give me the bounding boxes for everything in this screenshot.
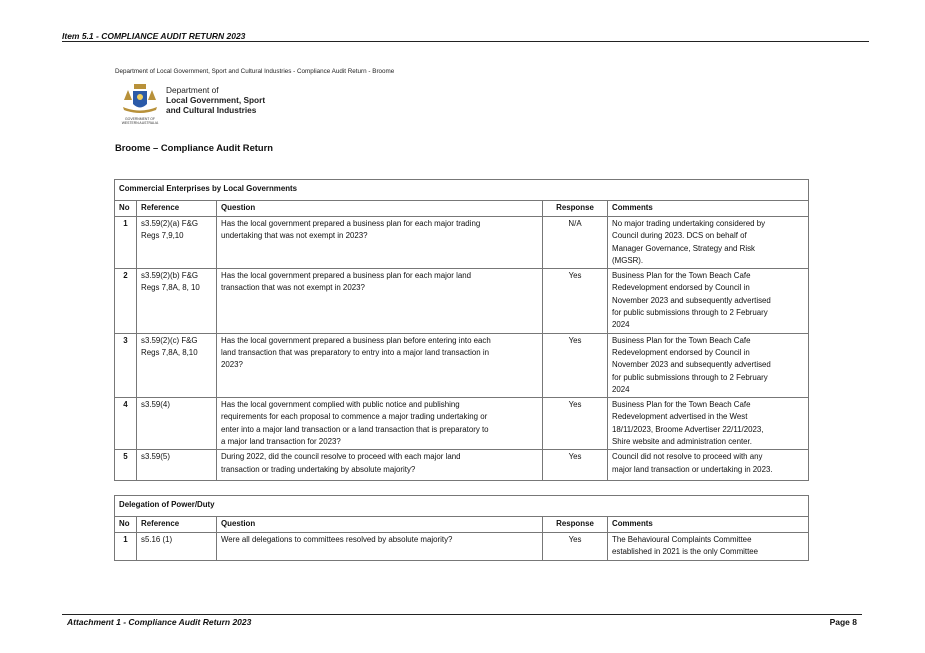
table-row xyxy=(115,217,809,269)
row-number: 2 xyxy=(115,269,137,333)
reference-line: s3.59(2)(b) F&G xyxy=(141,271,199,281)
table-row xyxy=(115,333,809,397)
section-title-row xyxy=(115,496,809,517)
reference-line: s3.59(5) xyxy=(141,452,170,462)
column-header-response: Response xyxy=(543,517,608,533)
question-line: Has the local government prepared a business plan for each major trading xyxy=(221,219,481,228)
row-question xyxy=(217,450,543,481)
section-title-row xyxy=(115,180,809,201)
row-reference xyxy=(137,398,217,450)
comment-line: November 2023 and subsequently advertised xyxy=(612,295,771,305)
row-reference xyxy=(137,217,217,269)
comment-line: 2024 xyxy=(612,320,630,330)
page-header-title: Item 5.1 - COMPLIANCE AUDIT RETURN 2023 xyxy=(62,31,246,41)
table-row xyxy=(115,533,809,561)
row-response: Yes xyxy=(543,333,608,397)
commercial-enterprises-table xyxy=(114,179,809,481)
question-line: During 2022, did the council resolve to proceed with each major land xyxy=(221,452,461,462)
row-question xyxy=(217,269,543,333)
row-reference xyxy=(137,269,217,333)
row-comments xyxy=(608,217,809,269)
comment-line: November 2023 and subsequently advertised xyxy=(612,360,771,370)
comment-line: Business Plan for the Town Beach Cafe xyxy=(612,271,751,281)
row-reference xyxy=(137,450,217,481)
column-header-comments: Comments xyxy=(608,517,809,533)
column-header-no: No xyxy=(115,201,137,217)
question-line: Has the local government complied with public notice and publishing xyxy=(221,400,460,410)
comment-line: Council during 2023. DCS on behalf of xyxy=(612,231,747,241)
question-line: a major land transaction for 2023? xyxy=(221,437,341,447)
section-title: Delegation of Power/Duty xyxy=(115,496,809,517)
header-rule xyxy=(62,41,869,42)
comment-line: Redevelopment endorsed by Council in xyxy=(612,283,750,293)
section-title: Commercial Enterprises by Local Governments xyxy=(115,180,809,201)
column-header-response: Response xyxy=(543,201,608,217)
column-header-reference: Reference xyxy=(137,201,217,217)
question-line: 2023? xyxy=(221,360,243,370)
row-response: Yes xyxy=(543,269,608,333)
row-response: N/A xyxy=(543,217,608,269)
reference-line: s3.59(4) xyxy=(141,400,170,410)
department-name xyxy=(166,86,265,115)
comment-line: Redevelopment endorsed by Council in xyxy=(612,347,750,357)
comment-line: established in 2021 is the only Committee xyxy=(612,547,759,557)
comment-line: for public submissions through to 2 February xyxy=(612,308,768,318)
reference-line: Regs 7,9,10 xyxy=(141,231,184,241)
question-line: enter into a major land transaction or a land transaction that is preparatory to xyxy=(221,424,489,434)
comment-line: 18/11/2023, Broome Advertiser 22/11/2023, xyxy=(612,424,764,434)
row-comments xyxy=(608,333,809,397)
page-number: Page 8 xyxy=(829,617,857,627)
question-line: land transaction that was preparatory to entry into a major land transaction in xyxy=(221,347,489,357)
table-row xyxy=(115,398,809,450)
row-response: Yes xyxy=(543,533,608,561)
column-header-row xyxy=(115,517,809,533)
row-reference xyxy=(137,533,217,561)
comment-line: major land transaction or undertaking in 2023. xyxy=(612,464,773,474)
row-comments xyxy=(608,398,809,450)
coat-of-arms-logo xyxy=(118,80,162,126)
table-row xyxy=(115,450,809,481)
row-question xyxy=(217,533,543,561)
comment-line: Redevelopment advertised in the West xyxy=(612,412,748,422)
department-name-line-3: and Cultural Industries xyxy=(166,104,257,115)
question-line: Has the local government prepared a business plan for each major land xyxy=(221,271,472,281)
row-reference xyxy=(137,333,217,397)
question-line: requirements for each proposal to commence a major trading undertaking or xyxy=(221,412,488,422)
row-number: 4 xyxy=(115,398,137,450)
comment-line: (MGSR). xyxy=(612,255,644,265)
department-name-line-1: Department of xyxy=(166,85,219,95)
reference-line: s3.59(2)(a) F&G xyxy=(141,219,199,228)
reference-line: Regs 7,8A, 8,10 xyxy=(141,347,198,357)
row-comments xyxy=(608,269,809,333)
column-header-question: Question xyxy=(217,201,543,217)
question-line: undertaking that was not exempt in 2023? xyxy=(221,231,368,241)
row-response: Yes xyxy=(543,450,608,481)
department-name-line-2: Local Government, Sport xyxy=(166,94,266,105)
comment-line: Manager Governance, Strategy and Risk xyxy=(612,243,755,253)
question-line: Has the local government prepared a business plan before entering into each xyxy=(221,335,491,345)
reference-line: Regs 7,8A, 8, 10 xyxy=(141,283,200,293)
department-line: Department of Local Government, Sport and Cultural Industries - Compliance Audit Return - Broome xyxy=(115,68,395,75)
delegation-table xyxy=(114,495,809,561)
comment-line: The Behavioural Complaints Committee xyxy=(612,535,752,544)
column-header-reference: Reference xyxy=(137,517,217,533)
reference-line: s5.16 (1) xyxy=(141,535,173,544)
question-line: transaction that was not exempt in 2023? xyxy=(221,283,365,293)
comment-line: Business Plan for the Town Beach Cafe xyxy=(612,400,751,410)
footer-rule xyxy=(62,614,862,615)
comment-line: No major trading undertaking considered by xyxy=(612,219,766,228)
row-comments xyxy=(608,533,809,561)
row-number: 5 xyxy=(115,450,137,481)
column-header-row xyxy=(115,201,809,217)
row-question xyxy=(217,398,543,450)
comment-line: Council did not resolve to proceed with any xyxy=(612,452,763,462)
question-line: Were all delegations to committees resolved by absolute majority? xyxy=(221,535,453,544)
comment-line: Business Plan for the Town Beach Cafe xyxy=(612,335,751,345)
row-number: 3 xyxy=(115,333,137,397)
logo-text-government: GOVERNMENT OF xyxy=(125,117,155,121)
comment-line: 2024 xyxy=(612,384,630,394)
column-header-question: Question xyxy=(217,517,543,533)
row-number: 1 xyxy=(115,217,137,269)
reference-line: s3.59(2)(c) F&G xyxy=(141,335,198,345)
row-response: Yes xyxy=(543,398,608,450)
row-question xyxy=(217,333,543,397)
row-comments xyxy=(608,450,809,481)
row-number: 1 xyxy=(115,533,137,561)
column-header-no: No xyxy=(115,517,137,533)
logo-text-wa: WESTERN AUSTRALIA xyxy=(121,121,159,125)
footer-title: Attachment 1 - Compliance Audit Return 2023 xyxy=(67,617,252,627)
row-question xyxy=(217,217,543,269)
table-row xyxy=(115,269,809,333)
comment-line: Shire website and administration center. xyxy=(612,437,752,447)
comment-line: for public submissions through to 2 February xyxy=(612,372,768,382)
question-line: transaction or trading undertaking by absolute majority? xyxy=(221,464,416,474)
document-heading: Broome – Compliance Audit Return xyxy=(115,142,274,153)
column-header-comments: Comments xyxy=(608,201,809,217)
